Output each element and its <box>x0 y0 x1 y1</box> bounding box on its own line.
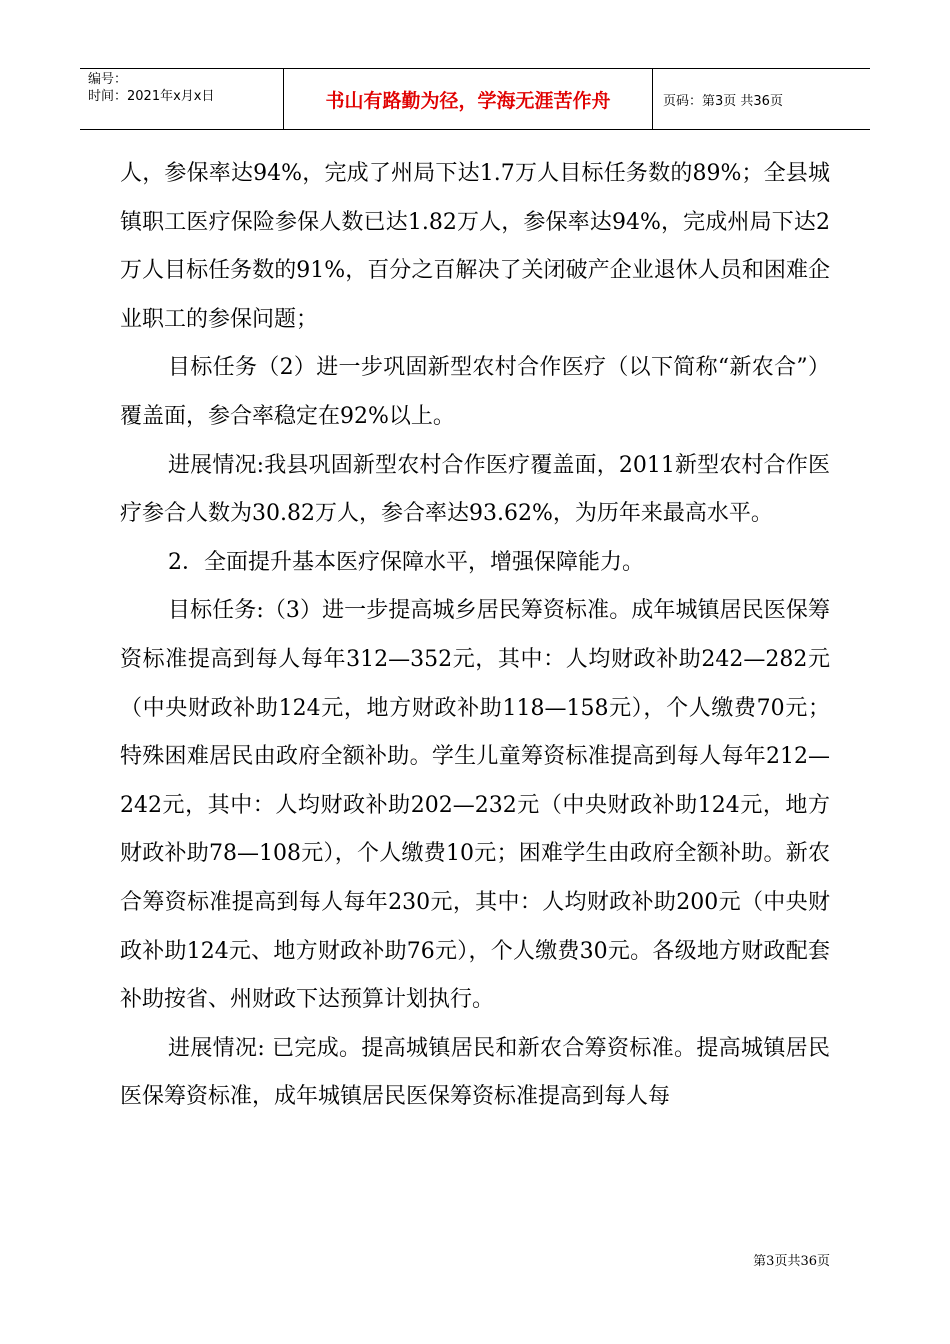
paragraph-target-2: 目标任务（2）进一步巩固新型农村合作医疗（以下简称“新农合”）覆盖面，参合率稳定在92%以上。 <box>120 355 830 429</box>
paragraph-continuation: 人，参保率达94%，完成了州局下达1.7万人目标任务数的89%；全县城镇职工医疗保险参保人数已达1.82万人，参保率达94%，完成州局下达2万人目标任务数的91%，百分之百解决了关闭破产企业退休人员和困难企业职工的参保问题； <box>120 161 830 332</box>
paragraph-progress-3: 进展情况: 已完成。提高城镇居民和新农合筹资标准。提高城镇居民医保筹资标准，成年城镇居民医保筹资标准提高到每人每 <box>120 1035 830 1110</box>
header-motto: 书山有路勤为径，学海无涯苦作舟 <box>283 69 653 129</box>
document-date-label: 时间：2021年x月x日 <box>88 89 215 104</box>
footer-page-number: 第3页共36页 <box>753 1254 830 1269</box>
document-body <box>120 150 830 1122</box>
header-info-cell <box>80 69 283 129</box>
header-page-label: 页码：第3页 共36页 <box>663 93 783 109</box>
paragraph-progress-2: 进展情况:我县巩固新型农村合作医疗覆盖面，2011新型农村合作医疗参合人数为30.82万人，参合率达93.62%，为历年来最高水平。 <box>120 452 830 527</box>
document-number-label: 编号： <box>88 72 128 87</box>
section-heading-2: 2．全面提升基本医疗保障水平，增强保障能力。 <box>168 549 644 575</box>
page-header <box>80 68 870 130</box>
paragraph-target-3: 目标任务:（3）进一步提高城乡居民筹资标准。成年城镇居民医保筹资标准提高到每人每年312—352元，其中：人均财政补助242—282元（中央财政补助124元，地方财政补助118—158元），个人缴费70元；特殊困难居民由政府全额补助。学生儿童筹资标准提高到每人每年212—242元，其中：人均财政补助202—232元（中央财政补助124元，地方财政补助78—108元），个人缴费10元；困难学生由政府全额补助。新农合筹资标准提高到每人每年230元，其中：人均财政补助200元（中央财政补助124元、地方财政补助76元），个人缴费30元。各级地方财政配套补助按省、州财政下达预算计划执行。 <box>120 598 830 1013</box>
